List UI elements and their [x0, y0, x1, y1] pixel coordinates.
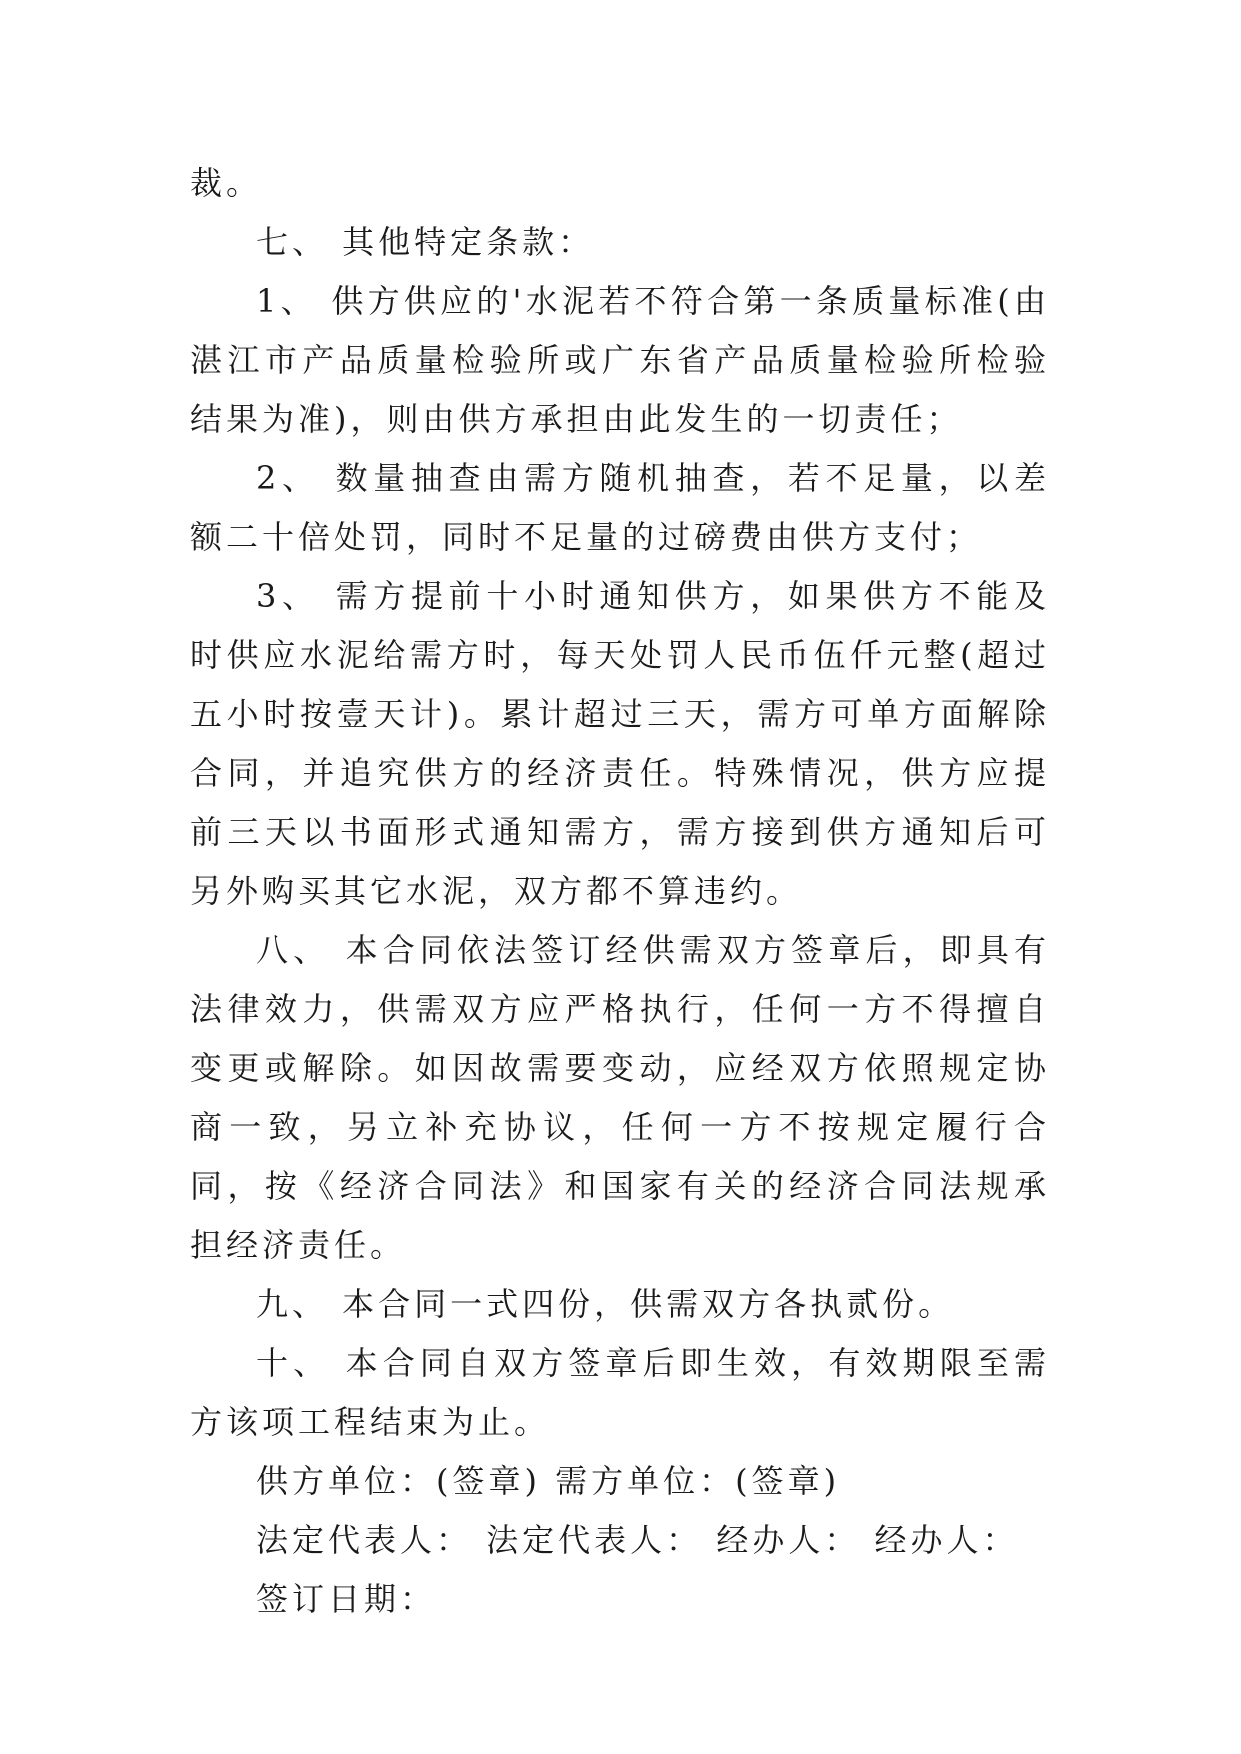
- signature-representatives: 法定代表人： 法定代表人： 经办人： 经办人：: [256, 1521, 1019, 1559]
- paragraph-arbitration-end: 裁。: [190, 164, 263, 202]
- clause-7-item-2: 2、 数量抽查由需方随机抽查，若不足量，以差额二十倍处罚，同时不足量的过磅费由供方支付；: [190, 459, 1050, 556]
- clause-7-item-1: 1、 供方供应的'水泥若不符合第一条质量标准(由湛江市产品质量检验所或广东省产品质量检验所检验结果为准)，则由供方承担由此发生的一切责任；: [190, 282, 1050, 438]
- signature-parties: 供方单位：(签章) 需方单位：(签章): [256, 1462, 841, 1500]
- clause-8: 八、 本合同依法签订经供需双方签章后，即具有法律效力，供需双方应严格执行，任何一方不得擅自变更或解除。如因故需要变动，应经双方依照规定协商一致，另立补充协议，任何一方不按规定履行合同，按《经济合同法》和国家有关的经济合同法规承担经济责任。: [190, 931, 1050, 1264]
- clause-7-heading: 七、 其他特定条款：: [256, 223, 595, 261]
- contract-body: [190, 154, 1050, 1629]
- clause-7-item-3: 3、 需方提前十小时通知供方，如果供方不能及时供应水泥给需方时，每天处罚人民币伍仟元整(超过五小时按壹天计)。累计超过三天，需方可单方面解除合同，并追究供方的经济责任。特殊情况，供方应提前三天以书面形式通知需方，需方接到供方通知后可另外购买其它水泥，双方都不算违约。: [190, 577, 1050, 910]
- clause-9: 九、 本合同一式四份，供需双方各执贰份。: [256, 1285, 955, 1323]
- clause-10: 十、 本合同自双方签章后即生效，有效期限至需方该项工程结束为止。: [190, 1344, 1050, 1441]
- signature-date: 签订日期：: [256, 1580, 437, 1618]
